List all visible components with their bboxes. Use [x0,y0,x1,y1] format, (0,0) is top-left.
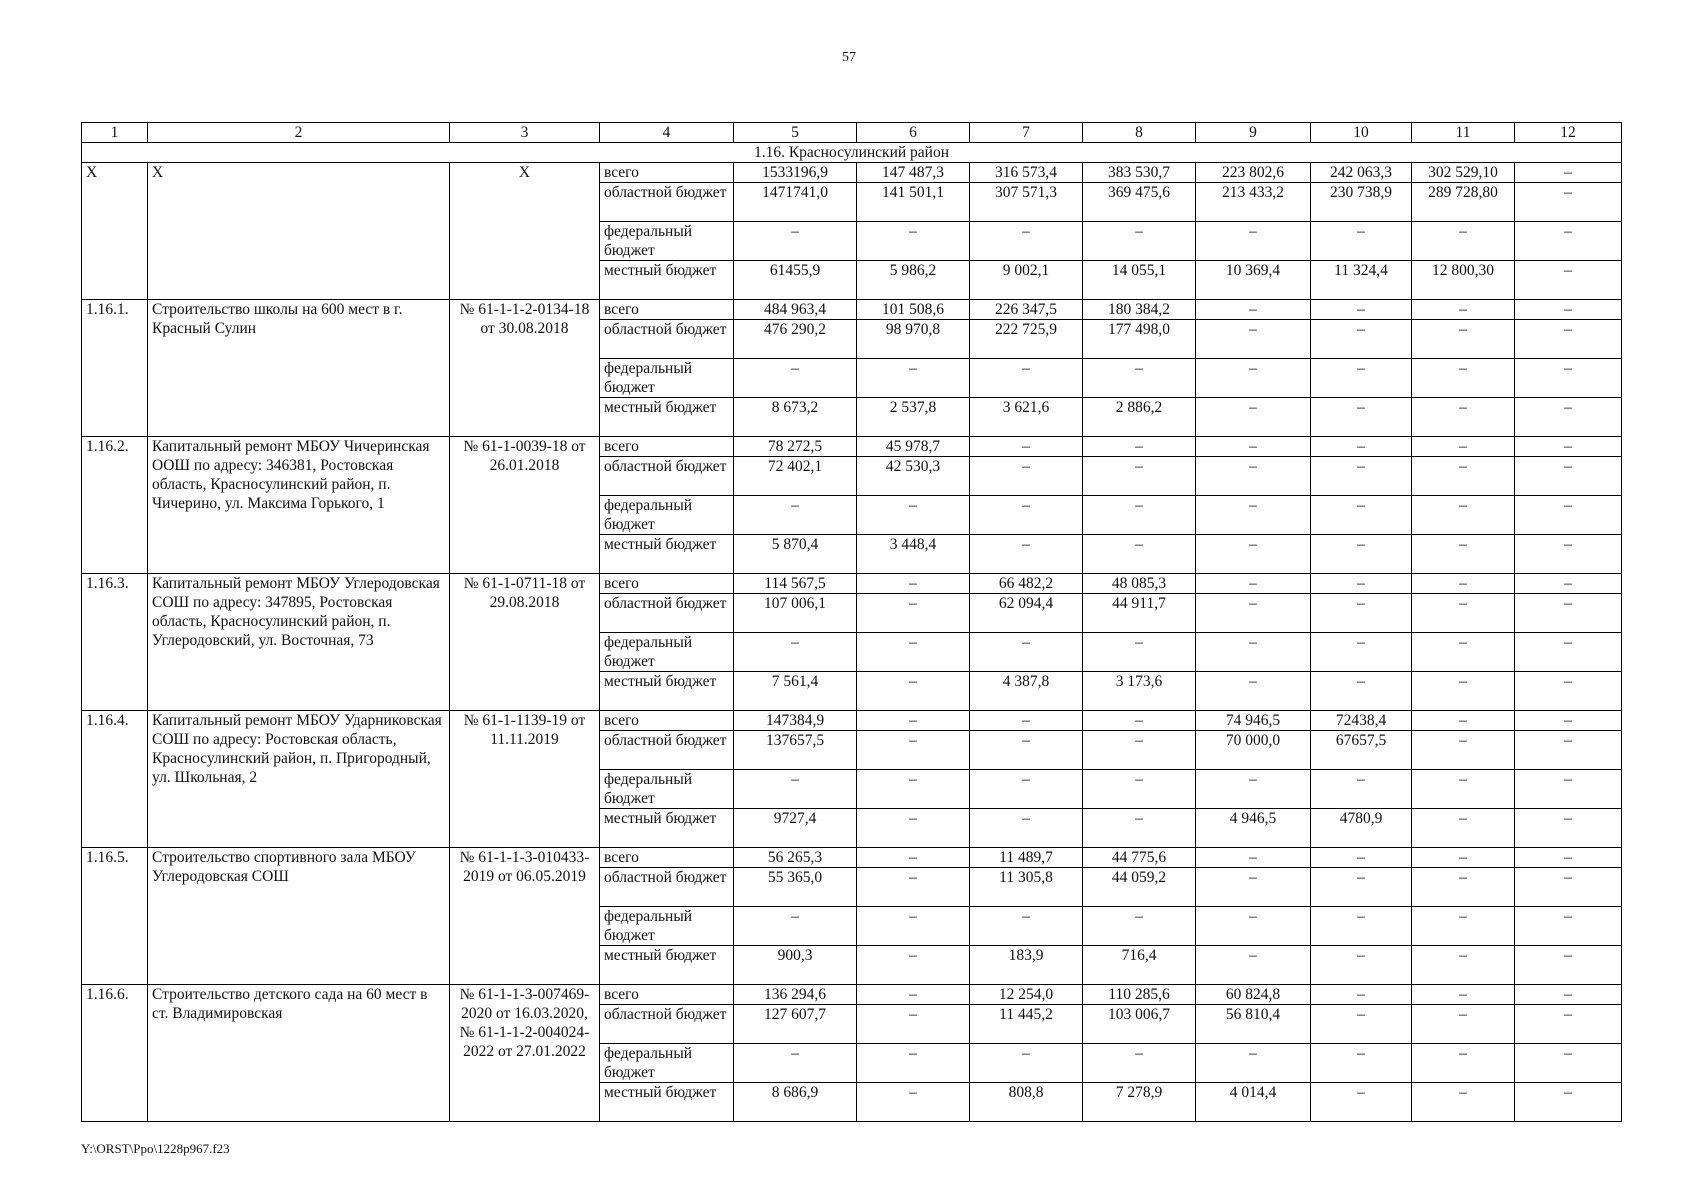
funding-source: местный бюджет [600,672,734,711]
amount-cell: 223 802,6 [1196,163,1311,183]
column-number: 4 [600,123,734,143]
amount-cell: – [1515,574,1622,594]
amount-cell: – [1083,437,1196,457]
amount-cell: 78 272,5 [734,437,857,457]
amount-cell: 55 365,0 [734,868,857,907]
amount-cell: 44 775,6 [1083,848,1196,868]
amount-cell: – [1412,398,1515,437]
funding-source: федеральный бюджет [600,633,734,672]
amount-cell: – [1515,868,1622,907]
amount-cell: – [1311,398,1412,437]
amount-cell: – [1311,868,1412,907]
amount-cell: – [1515,359,1622,398]
amount-cell: 369 475,6 [1083,183,1196,222]
table-row [82,574,1622,594]
amount-cell: – [1515,457,1622,496]
funding-source: федеральный бюджет [600,359,734,398]
funding-source: федеральный бюджет [600,222,734,261]
amount-cell: – [1515,672,1622,711]
amount-cell: – [1515,535,1622,574]
funding-source: федеральный бюджет [600,770,734,809]
amount-cell: – [1515,809,1622,848]
funding-source: всего [600,300,734,320]
amount-cell: – [1196,848,1311,868]
amount-cell: 127 607,7 [734,1005,857,1044]
amount-cell: – [1515,1083,1622,1122]
amount-cell: – [1515,398,1622,437]
amount-cell: – [1083,222,1196,261]
funding-source: всего [600,437,734,457]
amount-cell: – [857,770,970,809]
funding-source: местный бюджет [600,809,734,848]
document-reference: № 61-1-1139-19 от 11.11.2019 [450,711,600,848]
column-number: 12 [1515,123,1622,143]
amount-cell: 72 402,1 [734,457,857,496]
amount-cell: – [857,711,970,731]
table-row [82,711,1622,731]
amount-cell: – [1515,985,1622,1005]
amount-cell: – [1311,633,1412,672]
amount-cell: 147384,9 [734,711,857,731]
column-number: 3 [450,123,600,143]
amount-cell: 1533196,9 [734,163,857,183]
amount-cell: – [1311,320,1412,359]
funding-source: всего [600,848,734,868]
amount-cell: – [1412,946,1515,985]
object-name: Строительство спортивного зала МБОУ Углеродовская СОШ [148,848,450,985]
amount-cell: – [1412,1044,1515,1083]
amount-cell: 476 290,2 [734,320,857,359]
amount-cell: – [857,496,970,535]
amount-cell: – [1311,907,1412,946]
amount-cell: – [1311,946,1412,985]
amount-cell: – [1515,437,1622,457]
amount-cell: – [1412,985,1515,1005]
amount-cell: 114 567,5 [734,574,857,594]
amount-cell: – [1196,1044,1311,1083]
amount-cell: – [970,496,1083,535]
amount-cell: – [1515,1044,1622,1083]
amount-cell: 11 305,8 [970,868,1083,907]
amount-cell: 900,3 [734,946,857,985]
amount-cell: – [1196,633,1311,672]
amount-cell: 107 006,1 [734,594,857,633]
document-reference: X [450,163,600,300]
amount-cell: – [1412,457,1515,496]
amount-cell: – [1311,1005,1412,1044]
row-number: 1.16.6. [82,985,148,1122]
amount-cell: – [857,907,970,946]
amount-cell: – [1515,711,1622,731]
funding-source: областной бюджет [600,320,734,359]
funding-source: федеральный бюджет [600,496,734,535]
amount-cell: – [1515,594,1622,633]
amount-cell: – [1412,300,1515,320]
column-number: 10 [1311,123,1412,143]
amount-cell: 4 946,5 [1196,809,1311,848]
document-reference: № 61-1-1-3-007469-2020 от 16.03.2020, № 61-1-1-2-004024-2022 от 27.01.2022 [450,985,600,1122]
amount-cell: – [1515,261,1622,300]
amount-cell: – [1196,496,1311,535]
amount-cell: – [1515,946,1622,985]
amount-cell: 4 387,8 [970,672,1083,711]
amount-cell: 183,9 [970,946,1083,985]
amount-cell: 70 000,0 [1196,731,1311,770]
amount-cell: 110 285,6 [1083,985,1196,1005]
amount-cell: 8 686,9 [734,1083,857,1122]
amount-cell: 484 963,4 [734,300,857,320]
amount-cell: – [734,359,857,398]
document-reference: № 61-1-1-3-010433-2019 от 06.05.2019 [450,848,600,985]
amount-cell: – [1083,496,1196,535]
amount-cell: 44 911,7 [1083,594,1196,633]
amount-cell: – [1196,907,1311,946]
amount-cell: – [1515,848,1622,868]
column-number: 6 [857,123,970,143]
amount-cell: – [970,907,1083,946]
page-number: 57 [842,50,856,65]
amount-cell: – [857,594,970,633]
amount-cell: – [970,222,1083,261]
column-number: 9 [1196,123,1311,143]
funding-source: местный бюджет [600,1083,734,1122]
amount-cell: – [1412,1005,1515,1044]
amount-cell: 8 673,2 [734,398,857,437]
amount-cell: 3 621,6 [970,398,1083,437]
amount-cell: 3 448,4 [857,535,970,574]
amount-cell: 716,4 [1083,946,1196,985]
amount-cell: – [1515,1005,1622,1044]
table-row [82,985,1622,1005]
amount-cell: – [1311,359,1412,398]
amount-cell: 9727,4 [734,809,857,848]
section-title-row [82,143,1622,163]
amount-cell: – [970,770,1083,809]
amount-cell: – [1311,457,1412,496]
amount-cell: – [1412,711,1515,731]
amount-cell: – [1412,848,1515,868]
amount-cell: – [734,770,857,809]
object-name: Строительство школы на 600 мест в г. Красный Сулин [148,300,450,437]
amount-cell: 11 445,2 [970,1005,1083,1044]
amount-cell: – [857,946,970,985]
amount-cell: – [970,711,1083,731]
budget-table [81,122,1622,1122]
amount-cell: – [1083,1044,1196,1083]
row-number: 1.16.1. [82,300,148,437]
amount-cell: – [970,633,1083,672]
amount-cell: – [1515,222,1622,261]
amount-cell: – [857,868,970,907]
amount-cell: – [970,437,1083,457]
amount-cell: – [1196,868,1311,907]
amount-cell: – [1311,535,1412,574]
amount-cell: 56 265,3 [734,848,857,868]
amount-cell: 222 725,9 [970,320,1083,359]
amount-cell: – [1311,1083,1412,1122]
table-row [82,437,1622,457]
amount-cell: 103 006,7 [1083,1005,1196,1044]
amount-cell: 177 498,0 [1083,320,1196,359]
amount-cell: – [1412,809,1515,848]
amount-cell: 61455,9 [734,261,857,300]
amount-cell: 62 094,4 [970,594,1083,633]
object-name: Капитальный ремонт МБОУ Ударниковская СОШ по адресу: Ростовская область, Красносулинский район, п. Пригородный, ул. Школьная, 2 [148,711,450,848]
document-reference: № 61-1-1-2-0134-18 от 30.08.2018 [450,300,600,437]
amount-cell: – [734,496,857,535]
amount-cell: – [1412,320,1515,359]
amount-cell: 42 530,3 [857,457,970,496]
amount-cell: – [857,848,970,868]
amount-cell: – [1196,222,1311,261]
amount-cell: – [1412,359,1515,398]
column-number: 5 [734,123,857,143]
row-number: 1.16.3. [82,574,148,711]
object-name: Капитальный ремонт МБОУ Чичеринская ООШ по адресу: 346381, Ростовская область, Красносулинский район, п. Чичерино, ул. Максима Горького, 1 [148,437,450,574]
amount-cell: – [1083,711,1196,731]
funding-source: областной бюджет [600,868,734,907]
amount-cell: – [1083,535,1196,574]
amount-cell: – [1412,222,1515,261]
amount-cell: 289 728,80 [1412,183,1515,222]
amount-cell: – [1196,574,1311,594]
amount-cell: – [1515,320,1622,359]
amount-cell: – [1412,1083,1515,1122]
amount-cell: – [1515,300,1622,320]
amount-cell: – [1515,496,1622,535]
amount-cell: 4 014,4 [1196,1083,1311,1122]
amount-cell: 74 946,5 [1196,711,1311,731]
funding-source: всего [600,574,734,594]
amount-cell: – [970,731,1083,770]
amount-cell: – [1083,359,1196,398]
funding-source: всего [600,711,734,731]
amount-cell: – [1311,1044,1412,1083]
amount-cell: – [1196,398,1311,437]
row-number: 1.16.2. [82,437,148,574]
amount-cell: – [1311,848,1412,868]
amount-cell: – [1515,731,1622,770]
amount-cell: – [970,1044,1083,1083]
amount-cell: – [857,672,970,711]
column-number: 2 [148,123,450,143]
amount-cell: 10 369,4 [1196,261,1311,300]
amount-cell: – [1412,496,1515,535]
table-row [82,163,1622,183]
amount-cell: 808,8 [970,1083,1083,1122]
amount-cell: 2 537,8 [857,398,970,437]
amount-cell: – [1196,457,1311,496]
section-title: 1.16. Красносулинский район [82,143,1622,163]
amount-cell: – [857,1044,970,1083]
amount-cell: 56 810,4 [1196,1005,1311,1044]
amount-cell: 230 738,9 [1311,183,1412,222]
amount-cell: 72438,4 [1311,711,1412,731]
amount-cell: – [1196,770,1311,809]
amount-cell: 14 055,1 [1083,261,1196,300]
amount-cell: – [1412,437,1515,457]
amount-cell: – [970,535,1083,574]
amount-cell: – [1412,731,1515,770]
amount-cell: – [857,809,970,848]
amount-cell: 7 278,9 [1083,1083,1196,1122]
amount-cell: – [857,574,970,594]
amount-cell: – [1412,535,1515,574]
amount-cell: 2 886,2 [1083,398,1196,437]
amount-cell: – [1311,574,1412,594]
amount-cell: – [1196,594,1311,633]
object-name: Строительство детского сада на 60 мест в ст. Владимировская [148,985,450,1122]
amount-cell: – [1083,457,1196,496]
amount-cell: – [857,633,970,672]
amount-cell: – [1196,359,1311,398]
amount-cell: – [857,359,970,398]
amount-cell: – [734,222,857,261]
amount-cell: – [1196,946,1311,985]
document-reference: № 61-1-0711-18 от 29.08.2018 [450,574,600,711]
amount-cell: 5 986,2 [857,261,970,300]
amount-cell: 242 063,3 [1311,163,1412,183]
amount-cell: 136 294,6 [734,985,857,1005]
amount-cell: – [1311,594,1412,633]
amount-cell: – [1196,320,1311,359]
funding-source: областной бюджет [600,731,734,770]
amount-cell: – [1196,535,1311,574]
amount-cell: 147 487,3 [857,163,970,183]
amount-cell: 226 347,5 [970,300,1083,320]
funding-source: областной бюджет [600,457,734,496]
amount-cell: – [1083,809,1196,848]
amount-cell: – [1311,222,1412,261]
amount-cell: – [857,731,970,770]
amount-cell: 5 870,4 [734,535,857,574]
amount-cell: 307 571,3 [970,183,1083,222]
amount-cell: – [857,222,970,261]
amount-cell: – [734,633,857,672]
amount-cell: 7 561,4 [734,672,857,711]
amount-cell: 302 529,10 [1412,163,1515,183]
funding-source: областной бюджет [600,594,734,633]
amount-cell: – [1196,300,1311,320]
amount-cell: 11 324,4 [1311,261,1412,300]
amount-cell: – [1412,633,1515,672]
amount-cell: 4780,9 [1311,809,1412,848]
column-number: 8 [1083,123,1196,143]
footer-file-path: Y:\ORST\Ppo\1228p967.f23 [81,1141,230,1156]
amount-cell: 137657,5 [734,731,857,770]
amount-cell: 180 384,2 [1083,300,1196,320]
amount-cell: – [1412,574,1515,594]
amount-cell: 383 530,7 [1083,163,1196,183]
amount-cell: – [1515,633,1622,672]
amount-cell: 66 482,2 [970,574,1083,594]
amount-cell: – [734,1044,857,1083]
amount-cell: 141 501,1 [857,183,970,222]
document-reference: № 61-1-0039-18 от 26.01.2018 [450,437,600,574]
amount-cell: – [1083,770,1196,809]
amount-cell: 60 824,8 [1196,985,1311,1005]
amount-cell: – [1412,770,1515,809]
funding-source: федеральный бюджет [600,1044,734,1083]
funding-source: федеральный бюджет [600,907,734,946]
row-number: 1.16.5. [82,848,148,985]
table-row [82,848,1622,868]
amount-cell: 11 489,7 [970,848,1083,868]
amount-cell: – [1515,907,1622,946]
funding-source: областной бюджет [600,183,734,222]
amount-cell: 12 800,30 [1412,261,1515,300]
amount-cell: 44 059,2 [1083,868,1196,907]
amount-cell: – [1412,672,1515,711]
amount-cell: 45 978,7 [857,437,970,457]
object-name: X [148,163,450,300]
column-number: 1 [82,123,148,143]
amount-cell: 67657,5 [1311,731,1412,770]
amount-cell: – [1196,437,1311,457]
amount-cell: – [1311,672,1412,711]
row-number: X [82,163,148,300]
amount-cell: 213 433,2 [1196,183,1311,222]
column-number: 11 [1412,123,1515,143]
amount-cell: – [1412,907,1515,946]
amount-cell: – [1311,300,1412,320]
amount-cell: 98 970,8 [857,320,970,359]
amount-cell: – [1311,985,1412,1005]
table-body [82,123,1622,1122]
amount-cell: – [1083,633,1196,672]
amount-cell: 12 254,0 [970,985,1083,1005]
funding-source: местный бюджет [600,946,734,985]
amount-cell: 1471741,0 [734,183,857,222]
amount-cell: – [1515,770,1622,809]
column-number-row [82,123,1622,143]
amount-cell: – [857,1083,970,1122]
amount-cell: – [1083,907,1196,946]
amount-cell: – [1515,163,1622,183]
object-name: Капитальный ремонт МБОУ Углеродовская СОШ по адресу: 347895, Ростовская область, Красносулинский район, п. Углеродовский, ул. Восточная, 73 [148,574,450,711]
amount-cell: – [970,457,1083,496]
amount-cell: – [1083,731,1196,770]
amount-cell: – [1412,868,1515,907]
amount-cell: – [734,907,857,946]
amount-cell: 101 508,6 [857,300,970,320]
column-number: 7 [970,123,1083,143]
funding-source: местный бюджет [600,535,734,574]
amount-cell: – [1196,672,1311,711]
amount-cell: 48 085,3 [1083,574,1196,594]
amount-cell: – [1412,594,1515,633]
funding-source: местный бюджет [600,261,734,300]
amount-cell: – [1515,183,1622,222]
amount-cell: – [857,1005,970,1044]
amount-cell: – [1311,437,1412,457]
funding-source: всего [600,985,734,1005]
amount-cell: 9 002,1 [970,261,1083,300]
amount-cell: – [970,809,1083,848]
funding-source: всего [600,163,734,183]
funding-source: местный бюджет [600,398,734,437]
table-row [82,300,1622,320]
amount-cell: – [857,985,970,1005]
amount-cell: – [1311,770,1412,809]
amount-cell: – [1311,496,1412,535]
row-number: 1.16.4. [82,711,148,848]
amount-cell: 316 573,4 [970,163,1083,183]
funding-source: областной бюджет [600,1005,734,1044]
amount-cell: – [970,359,1083,398]
amount-cell: 3 173,6 [1083,672,1196,711]
